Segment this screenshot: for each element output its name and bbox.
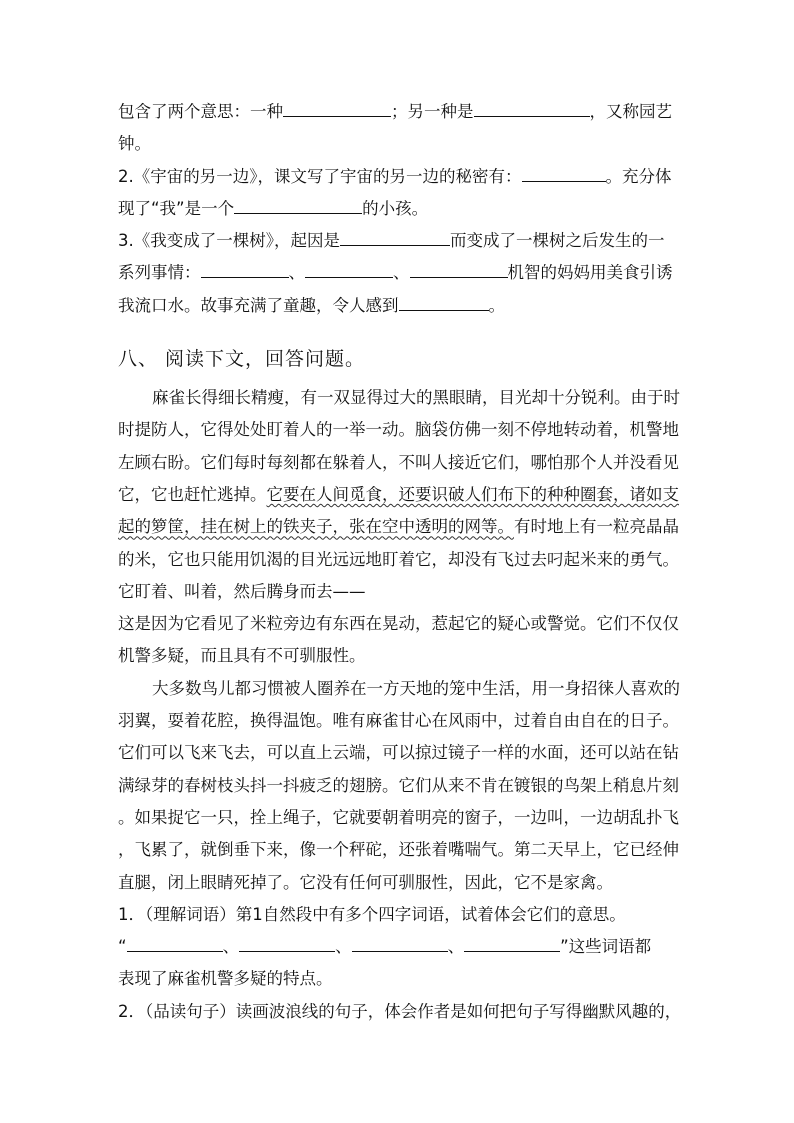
passage-line: 这是因为它看见了米粒旁边有东西在晃动，惹起它的疑心或警觉。它们不仅仅 [118,614,679,634]
text-line: 现了“我”是一个 的小孩。 [118,198,429,218]
passage-line: 左顾右盼。它们每时每刻都在躲着人，不叫人接近它们，哪怕那个人并没看见 [118,452,679,472]
fill-blank[interactable] [340,231,450,246]
text-line: 包含了两个意思：一种 ；另一种是 ，又称园艺 [118,102,672,121]
fill-blank[interactable] [410,263,508,278]
question-2: 2．（品读句子）读画波浪线的句子，体会作者是如何把句子写得幽默风趣的， [118,1001,682,1021]
fill-blank[interactable] [474,102,590,117]
wavy-underlined-sentence: 起的箩筐，挂在树上的铁夹子，张在空中透明的网等。 [118,517,514,537]
question-2: 2.《宇宙的另一边》，课文写了宇宙的另一边的秘密有： 。充分体 [118,166,672,186]
passage-line: 它们可以飞来飞去，可以直上云端，可以掠过镜子一样的水面，还可以站在钻 [118,743,679,763]
passage-line: 它，它也赶忙逃掉。它要在人间觅食，还要识破人们布下的种种圈套，诸如支 [118,484,679,504]
passage-line: 它盯着、叫着，然后腾身而去—— [118,581,366,601]
question-1-blanks: “ 、 、 、 ”这些词语都 [118,937,652,957]
passage-line: 的米，它也只能用饥渴的目光远远地盯着它，却没有飞过去叼起米来的勇气。 [118,549,679,569]
passage-line: 。如果捉它一只，拴上绳子，它就要朝着明亮的窗子，一边叫，一边胡乱扑飞 [118,807,679,827]
passage-line: 满绿芽的春树枝头抖一抖疲乏的翅膀。它们从来不肯在镀银的鸟架上稍息片刻 [118,775,679,795]
fill-blank[interactable] [201,263,289,278]
fill-blank[interactable] [283,102,391,117]
section-heading: 八、 阅读下文，回答问题。 [118,348,366,371]
fill-blank[interactable] [234,199,362,214]
passage-line: 直腿，闭上眼睛死掉了。它没有任何可驯服性，因此，它不是家禽。 [118,872,613,892]
fill-blank[interactable] [127,937,223,952]
fill-blank[interactable] [352,937,448,952]
wavy-underlined-sentence: 它要在人间觅食，还要识破人们布下的种种圈套，诸如支 [266,484,679,504]
text-line: 表现了麻雀机警多疑的特点。 [118,969,333,989]
fill-blank[interactable] [399,296,489,311]
text-line: 钟。 [118,134,151,154]
document-page [118,96,682,1028]
fill-blank[interactable] [522,167,606,182]
text-line: 系列事情： 、 、 机智的妈妈用美食引诱 [118,263,673,283]
passage-line: 大多数鸟儿都习惯被人圈养在一方天地的笼中生活，用一身招徕人喜欢的 [152,678,680,698]
fill-blank[interactable] [464,937,560,952]
question-1: 1．（理解词语）第1自然段中有多个四字词语，试着体会它们的意思。 [118,904,626,924]
fill-blank[interactable] [239,937,335,952]
passage-line: 羽翼，耍着花腔，换得温饱。唯有麻雀甘心在风雨中，过着自由自在的日子。 [118,711,679,731]
text-line: 我流口水。故事充满了童趣，令人感到 。 [118,295,505,315]
passage-line: 起的箩筐，挂在树上的铁夹子，张在空中透明的网等。有时地上有一粒亮晶晶 [118,517,679,537]
question-3: 3.《我变成了一棵树》，起因是 而变成了一棵树之后发生的一 [118,231,665,251]
fill-blank[interactable] [305,263,393,278]
passage-line: 时提防人，它得处处盯着人的一举一动。脑袋仿佛一刻不停地转动着，机警地 [118,420,679,440]
passage-line: ，飞累了，就倒垂下来，像一个秤砣，还张着嘴喘气。第二天早上，它已经伸 [118,840,679,860]
passage-line: 麻雀长得细长精瘦，有一双显得过大的黑眼睛，目光却十分锐利。由于时 [152,388,680,408]
passage-line: 机警多疑，而且具有不可驯服性。 [118,646,366,666]
